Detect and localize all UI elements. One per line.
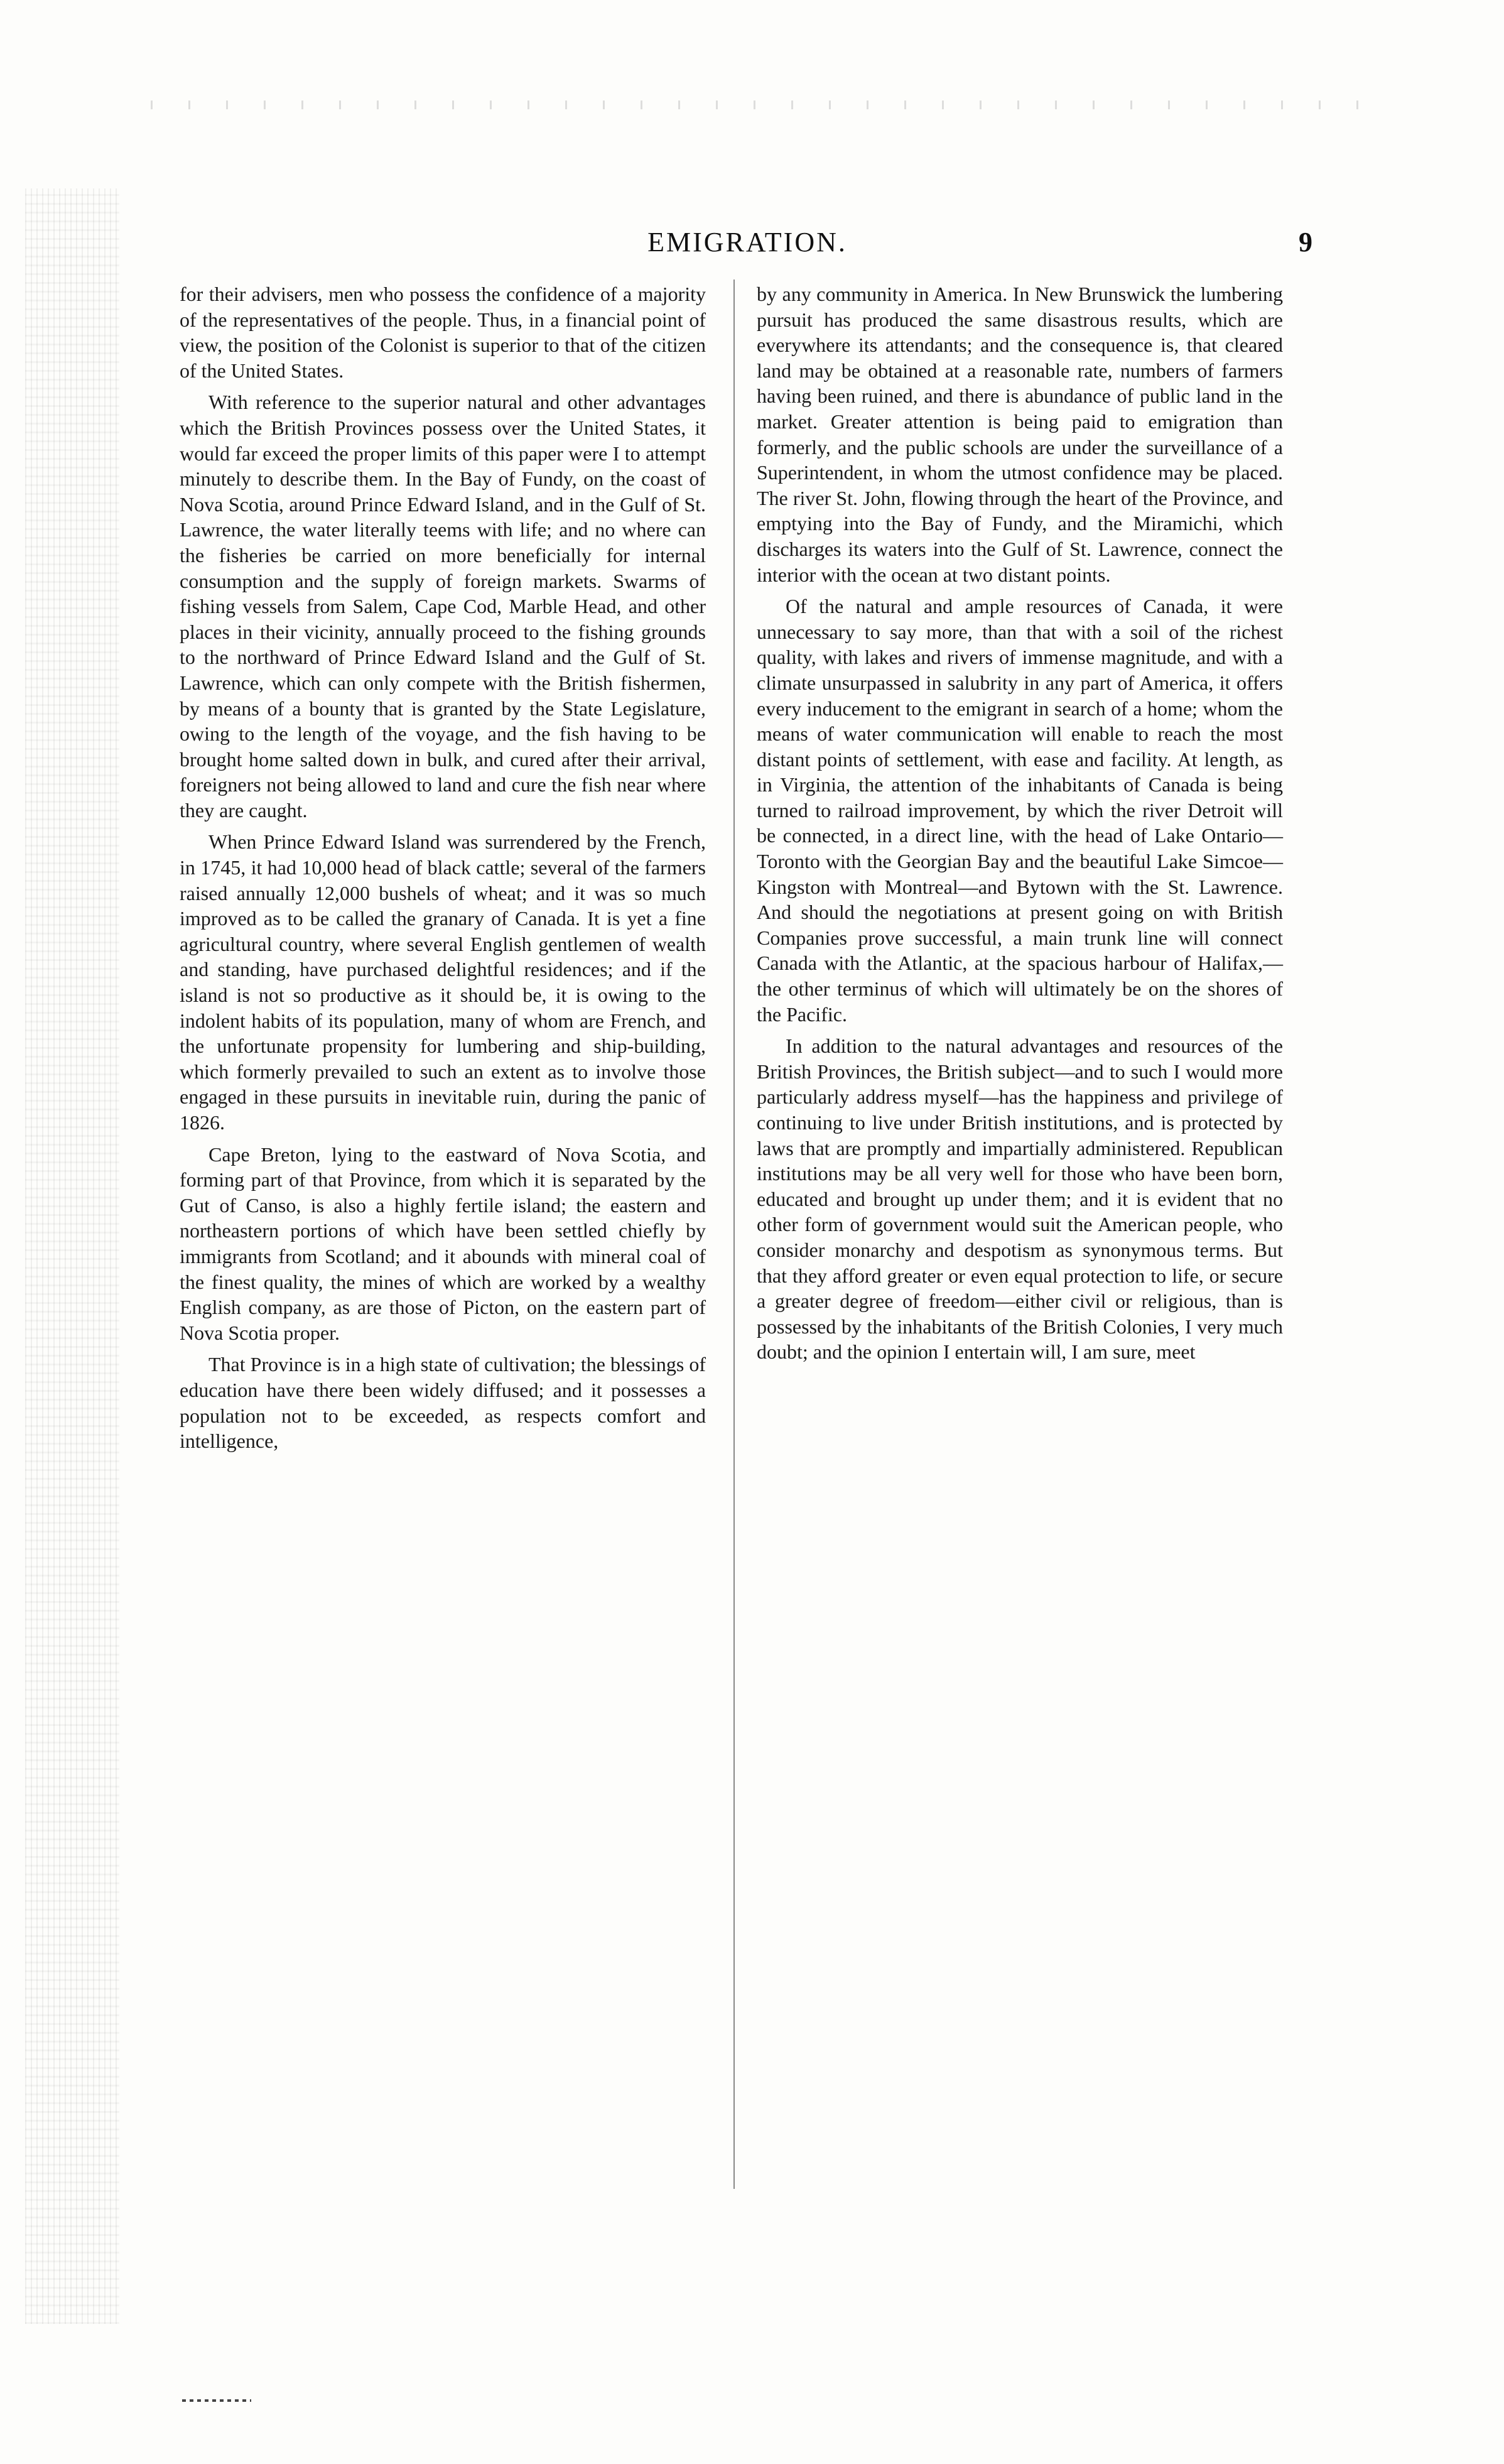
paragraph: Cape Breton, lying to the eastward of Nova Scotia, and forming part of that Province, from which it is separated by the Gut of Canso, is also a highly fertile island; the eastern and northeastern portions of which have been settled chiefly by immigrants from Scotland; and it abounds with mineral coal of the finest quality, the mines of which are worked by a wealthy English company, as are those of Picton, on the eastern part of Nova Scotia proper. <box>180 1142 706 1344</box>
paragraph: by any community in America. In New Brunswick the lumbering pursuit has produced the same disastrous results, which are everywhere its attendants; and the consequence is, that cleared land may be obtained at a reasonable rate, numbers of farmers having been ruined, and there is abundance of public land in the market. Greater attention is being paid to emigration than formerly, and the public schools are under the surveillance of a Superintendent, in whom the utmost confidence may be placed. The river St. John, flowing through the heart of the Province, and emptying into the Bay of Fundy, and the Miramichi, which discharges its waters into the Gulf of St. Lawrence, connect the interior with the ocean at two distant points. <box>757 283 1283 586</box>
left-column <box>180 281 706 1460</box>
scan-noise-top <box>151 100 1375 109</box>
running-title: EMIGRATION. <box>647 227 847 258</box>
paragraph: In addition to the natural advantages and resources of the British Provinces, the British subject—and to such I would more particularly address myself—has the happiness and privilege of continuing to live under British institutions, and is protected by laws that are promptly and impartially administered. Republican institutions may be all very well for those who have been born, educated and brought up under them; and it is evident that no other form of government would suit the American people, who consider monarchy and despotism as synonymous terms. But that they afford greater or even equal protection to life, or secure a greater degree of freedom—either civil or religious, than is possessed by the inhabitants of the British Colonies, I very much doubt; and the opinion I entertain will, I am sure, meet <box>757 1034 1283 1364</box>
column-divider <box>733 280 735 2189</box>
paragraph: That Province is in a high state of cultivation; the blessings of education have there been widely diffused; and it possesses a population not to be exceeded, as respects comfort and intelligence, <box>180 1353 706 1453</box>
paragraph: When Prince Edward Island was surrendered by the French, in 1745, it had 10,000 head of black cattle; several of the farmers raised annually 12,000 bushels of wheat; and it was so much improved as to be called the granary of Canada. It is yet a fine agricultural country, where several English gentlemen of wealth and standing, have purchased delightful residences; and if the island is not so productive as it should be, it is owing to the indolent habits of its population, many of whom are French, and the unfortunate propensity for lumbering and ship-building, which formerly prevailed to such an extent as to involve those engaged in these pursuits in inevitable ruin, during the panic of 1826. <box>180 830 706 1134</box>
footer-mark <box>182 2399 251 2402</box>
paragraph: With reference to the superior natural and other advantages which the British Provinces possess over the United States, it would far exceed the proper limits of this paper were I to attempt minutely to describe them. In the Bay of Fundy, on the coast of Nova Scotia, around Prince Edward Island, and in the Gulf of St. Lawrence, the water literally teems with life; and no where can the fisheries be carried on more beneficially for internal consumption and the supply of foreign markets. Swarms of fishing vessels from Salem, Cape Cod, Marble Head, and other places in their vicinity, annually proceed to the fishing grounds to the northward of Prince Edward Island and the Gulf of St. Lawrence, which can only compete with the British fishermen, by means of a bounty that is granted by the State Legislature, owing to the length of the voyage, and the fish having to be brought home salted down in bulk, and cured after their arrival, foreigners not being allowed to land and cure the fish near where they are caught. <box>180 391 706 822</box>
paragraph: Of the natural and ample resources of Canada, it were unnecessary to say more, than that with a soil of the richest quality, with lakes and rivers of immense magnitude, and with a climate unsurpassed in salubrity in any part of America, it offers every inducement to the emigrant in search of a home; whom the means of water communication will enable to reach the most distant points of settlement, with ease and facility. At length, as in Virginia, the attention of the inhabitants of Canada is being turned to railroad improvement, by which the river Detroit will be connected, in a direct line, with the head of Lake Ontario—Toronto with the Georgian Bay and the beautiful Lake Simcoe—Kingston with Montreal—and Bytown with the St. Lawrence. And should the negotiations at present going on with British Companies prove successful, a main trunk line will connect Canada with the Atlantic, at the spacious harbour of Halifax,—the other terminus of which will ultimately be on the shores of the Pacific. <box>757 595 1283 1026</box>
binding-gutter-speckle <box>25 188 119 2324</box>
page-number: 9 <box>1299 227 1312 258</box>
right-column <box>757 281 1283 1371</box>
paragraph: for their advisers, men who possess the confidence of a majority of the representatives of the people. Thus, in a financial point of view, the position of the Colonist is superior to that of the citizen of the United States. <box>180 283 706 382</box>
